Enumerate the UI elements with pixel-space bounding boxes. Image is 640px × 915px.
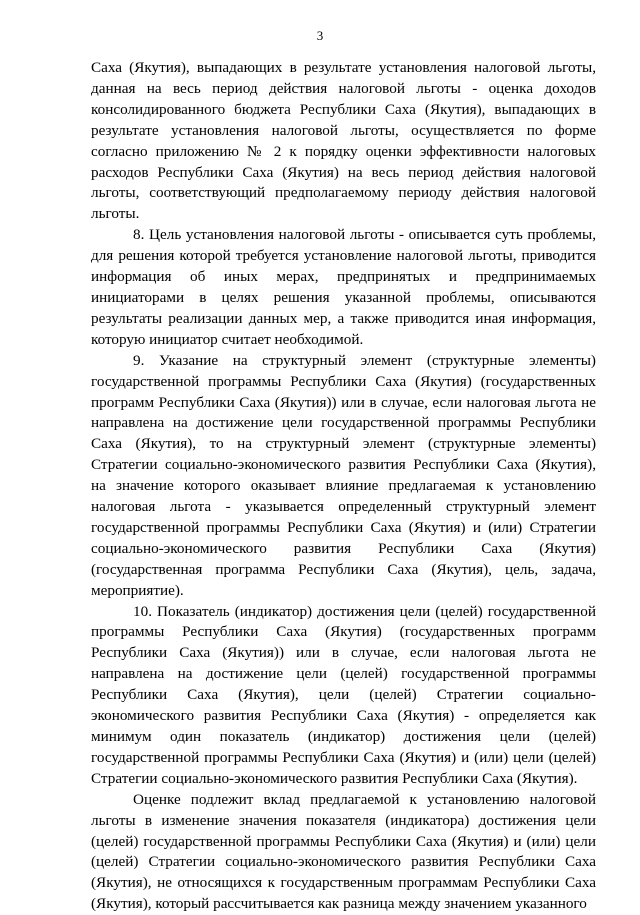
document-body — [91, 58, 596, 915]
paragraph-item-9: 9. Указание на структурный элемент (структурные элементы) государственной программы Республики Саха (Якутия) (государственных программ Республики Саха (Якутия)) или в случае, если налоговая льгота не направлена на достижение цели государственной программы Республики Саха (Якутия), то на структурный элемент (структурные элементы) Стратегии социально-экономического развития Республики Саха (Якутия), на значение которого оказывает влияние предлагаемая к установлению налоговая льгота - указывается определенный структурный элемент государственной программы Республики Саха (Якутия) и (или) Стратегии социально-экономического развития Республики Саха (Якутия) (государственная программа Республики Саха (Якутия), цель, задача, мероприятие). — [91, 351, 596, 599]
paragraph-item-8: 8. Цель установления налоговой льготы - описывается суть проблемы, для решения которой требуется установление налоговой льготы, приводится информация об иных мерах, предпринятых и предпринимаемых инициаторами в целях решения указанной проблемы, описываются результаты реализации данных мер, а также приводится иная информация, которую инициатор считает необходимой. — [91, 226, 596, 348]
paragraph-continuation: Саха (Якутия), выпадающих в результате установления налоговой льготы, данная на весь период действия налоговой льготы - оценка доходов консолидированного бюджета Республики Саха (Якутия), выпадающих в результате установления налоговой льготы, осуществляется по форме согласно приложению № 2 к порядку оценки эффективности налоговых расходов Республики Саха (Якутия) на весь период действия налоговой льготы, соответствующий предполагаемому периоду действия налоговой льготы. — [91, 59, 596, 223]
paragraph-item-10: 10. Показатель (индикатор) достижения цели (целей) государственной программы Республики Саха (Якутия) (государственных программ Республики Саха (Якутия)) или в случае, если налоговая льгота не направлена на достижение цели (целей) государственной программы Республики Саха (Якутия), цели (целей) Стратегии социально-экономического развития Республики Саха (Якутия) - определяется как минимум один показатель (индикатор) достижения цели (целей) государственной программы Республики Саха (Якутия) и (или) цели (целей) Стратегии социально-экономического развития Республики Саха (Якутия). — [91, 602, 596, 787]
paragraph-assessment: Оценке подлежит вклад предлагаемой к установлению налоговой льготы в изменение значения показателя (индикатора) достижения цели (целей) государственной программы Республики Саха (Якутия) и (или) цели (целей) Стратегии социально-экономического развития Республики Саха (Якутия), не относящихся к государственным программам Республики Саха (Якутия), который рассчитывается как разница между значением указанного — [91, 790, 596, 913]
page-number: 3 — [316, 28, 324, 43]
